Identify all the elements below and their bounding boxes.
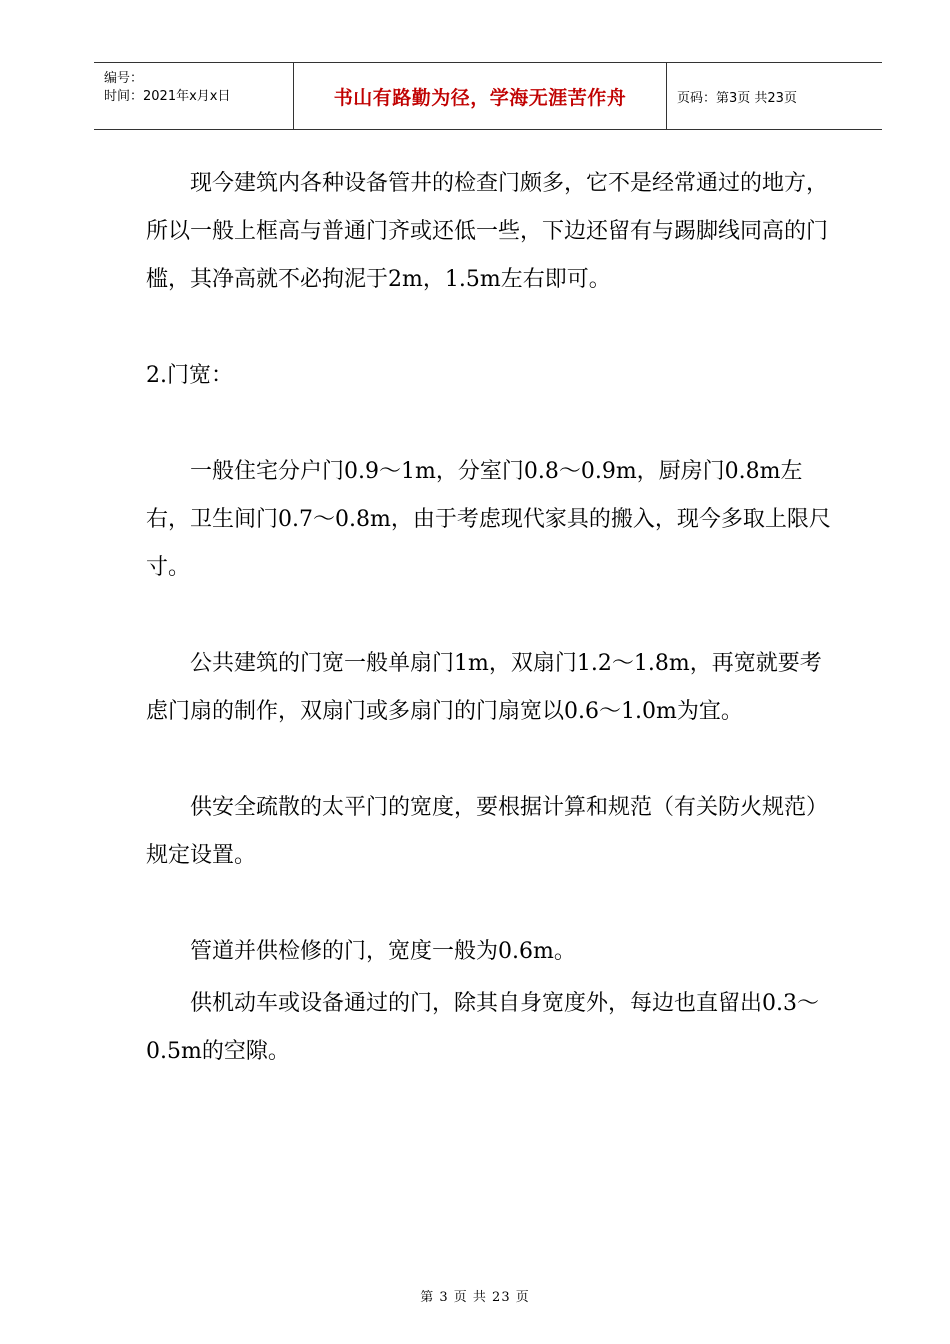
paragraph-emergency-exit-width: 供安全疏散的太平门的宽度，要根据计算和规范（有关防火规范）规定设置。 <box>146 795 829 868</box>
header-motto-cell <box>294 63 667 129</box>
header-motto: 书山有路勤为径，学海无涯苦作舟 <box>333 86 627 109</box>
page-footer: 第 3 页 共 23 页 <box>420 1290 530 1305</box>
page-header <box>94 62 882 130</box>
paragraph-maintenance-door-width: 管道并供检修的门，宽度一般为0.6m。 <box>190 939 576 964</box>
section-heading-door-width: 2.门宽： <box>146 363 233 388</box>
header-page-cell <box>667 63 882 129</box>
document-number-label: 编号： <box>104 71 144 86</box>
paragraph-door-height-note: 现今建筑内各种设备管井的检查门颇多，它不是经常通过的地方，所以一般上框高与普通门齐或还低一些，下边还留有与踢脚线同高的门槛，其净高就不必拘泥于2m，1.5m左右即可。 <box>146 171 829 292</box>
paragraph-public-building-door-width: 公共建筑的门宽一般单扇门1m，双扇门1.2～1.8m，再宽就要考虑门扇的制作，双扇门或多扇门的门扇宽以0.6～1.0m为宜。 <box>146 651 822 724</box>
header-page-info: 页码：第3页 共23页 <box>677 90 797 106</box>
document-time-label: 时间：2021年x月x日 <box>104 89 231 104</box>
header-meta-cell <box>94 63 294 129</box>
paragraph-residential-door-width: 一般住宅分户门0.9～1m，分室门0.8～0.9m，厨房门0.8m左右，卫生间门0.7～0.8m，由于考虑现代家具的搬入，现今多取上限尺寸。 <box>146 459 831 580</box>
paragraph-vehicle-door-width: 供机动车或设备通过的门，除其自身宽度外，每边也直留出0.3～0.5m的空隙。 <box>146 991 819 1064</box>
document-body <box>146 160 836 1076</box>
